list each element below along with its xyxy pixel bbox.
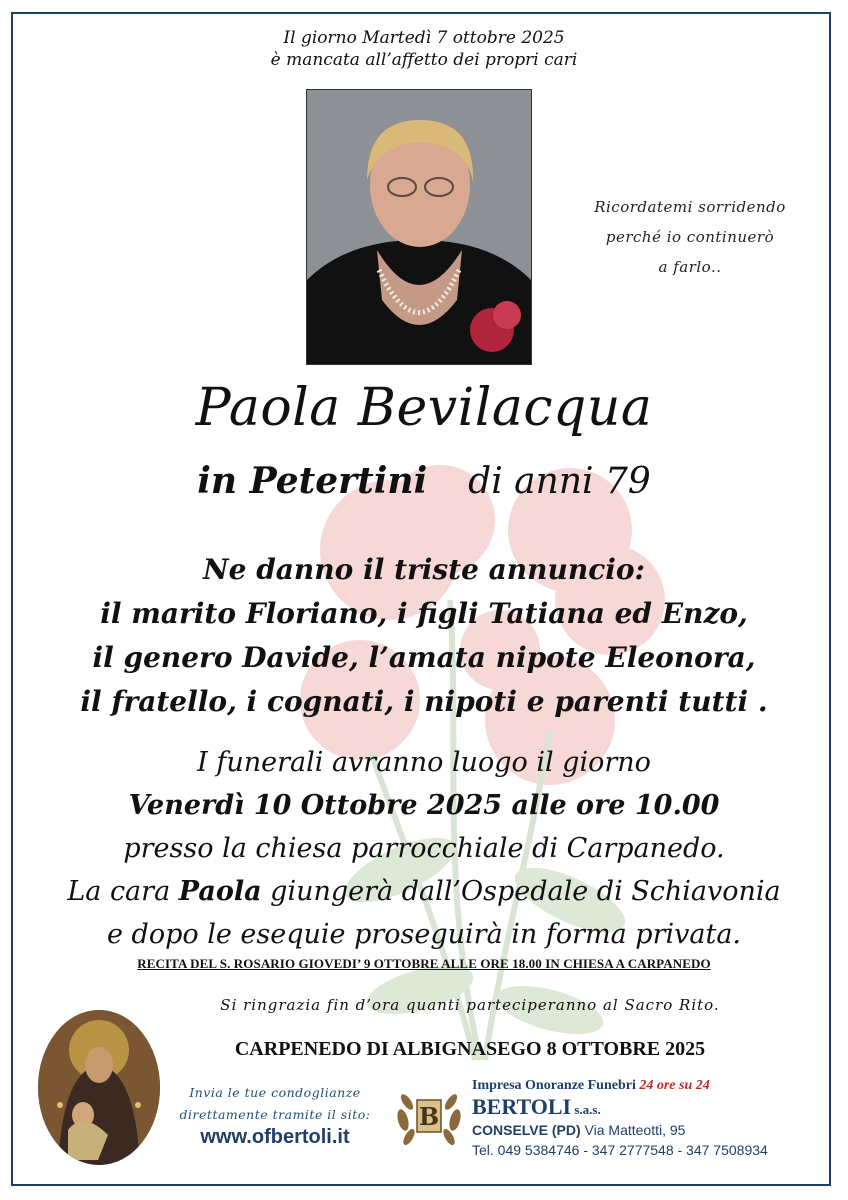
funeral-line-4-post: giungerà dall’Ospedale di Schiavonia	[261, 876, 781, 907]
condolences-info	[165, 1082, 385, 1126]
funeral-line-4	[0, 870, 848, 913]
funeral-date-time: Venerdì 10 Ottobre 2025 alle ore 10.00	[128, 790, 720, 821]
intro-line-1: Il giorno Martedì 7 ottobre 2025	[283, 28, 565, 48]
quote-line-3: a farlo..	[658, 258, 722, 276]
announcement-line-2: il marito Floriano, i figli Tatiana ed Enzo,	[100, 597, 748, 630]
company-tagline: Impresa Onoranze Funebri	[472, 1078, 640, 1093]
company-phones: Tel. 049 5384746 - 347 2777548 - 347 7508934	[472, 1142, 768, 1158]
portrait-image	[307, 90, 531, 364]
condolences-line-2: direttamente tramite il sito:	[179, 1107, 371, 1122]
company-name: BERTOLI	[472, 1094, 572, 1119]
intro-line-2: è mancata all’affetto dei propri cari	[270, 50, 578, 70]
logo-letter: B	[418, 1102, 440, 1131]
intro-text	[0, 27, 848, 71]
married-name: in Petertini	[197, 460, 428, 502]
funeral-line-1: I funerali avranno luogo il giorno	[197, 747, 651, 778]
quote-line-1: Ricordatemi sorridendo	[594, 198, 786, 216]
quote-line-2: perché io continuerò	[605, 228, 775, 246]
company-address: Via Matteotti, 95	[580, 1122, 686, 1138]
thanks-text: Si ringrazia fin d’ora quanti parteciperanno al Sacro Rito.	[220, 996, 720, 1014]
company-tagline-row	[472, 1078, 822, 1094]
deceased-subtitle	[0, 460, 848, 502]
website-link[interactable]: www.ofbertoli.it	[200, 1126, 350, 1148]
deceased-age: di anni 79	[468, 461, 651, 502]
announcement-line-1: Ne danno il triste annuncio:	[203, 553, 645, 586]
company-city: CONSELVE (PD)	[472, 1122, 581, 1138]
place-date: CARPENEDO DI ALBIGNASEGO 8 OTTOBRE 2025	[234, 1038, 706, 1060]
funeral-line-5: e dopo le esequie proseguirà in forma privata.	[106, 919, 742, 950]
announcement	[0, 548, 848, 724]
company-name-row	[472, 1094, 822, 1120]
funeral-line-4-name: Paola	[178, 876, 262, 907]
company-address-row	[472, 1122, 822, 1138]
funeral-line-4-pre: La cara	[67, 876, 179, 907]
condolences-line-1: Invia le tue condoglianze	[189, 1085, 361, 1100]
deceased-name: Paola Bevilacqua	[195, 378, 653, 438]
announcement-line-3: il genero Davide, l’amata nipote Eleonora,	[92, 641, 756, 674]
funeral-details	[0, 741, 848, 956]
company-hours: 24 ore su 24	[639, 1078, 710, 1093]
flower-background-image	[250, 400, 730, 1080]
portrait-photo	[306, 89, 532, 365]
funeral-line-3: presso la chiesa parrocchiale di Carpanedo.	[123, 833, 725, 864]
madonna-icon-image	[38, 1010, 160, 1165]
memorial-quote	[560, 192, 820, 282]
bertoli-laurel-logo	[393, 1080, 465, 1152]
rosary-notice: RECITA DEL S. ROSARIO GIOVEDI’ 9 OTTOBRE ALLE ORE 18.00 IN CHIESA A CARPANEDO	[137, 956, 711, 971]
funeral-company-info	[472, 1078, 822, 1158]
company-suffix: s.a.s.	[571, 1102, 601, 1117]
announcement-line-4: il fratello, i cognati, i nipoti e parenti tutti .	[80, 685, 768, 718]
